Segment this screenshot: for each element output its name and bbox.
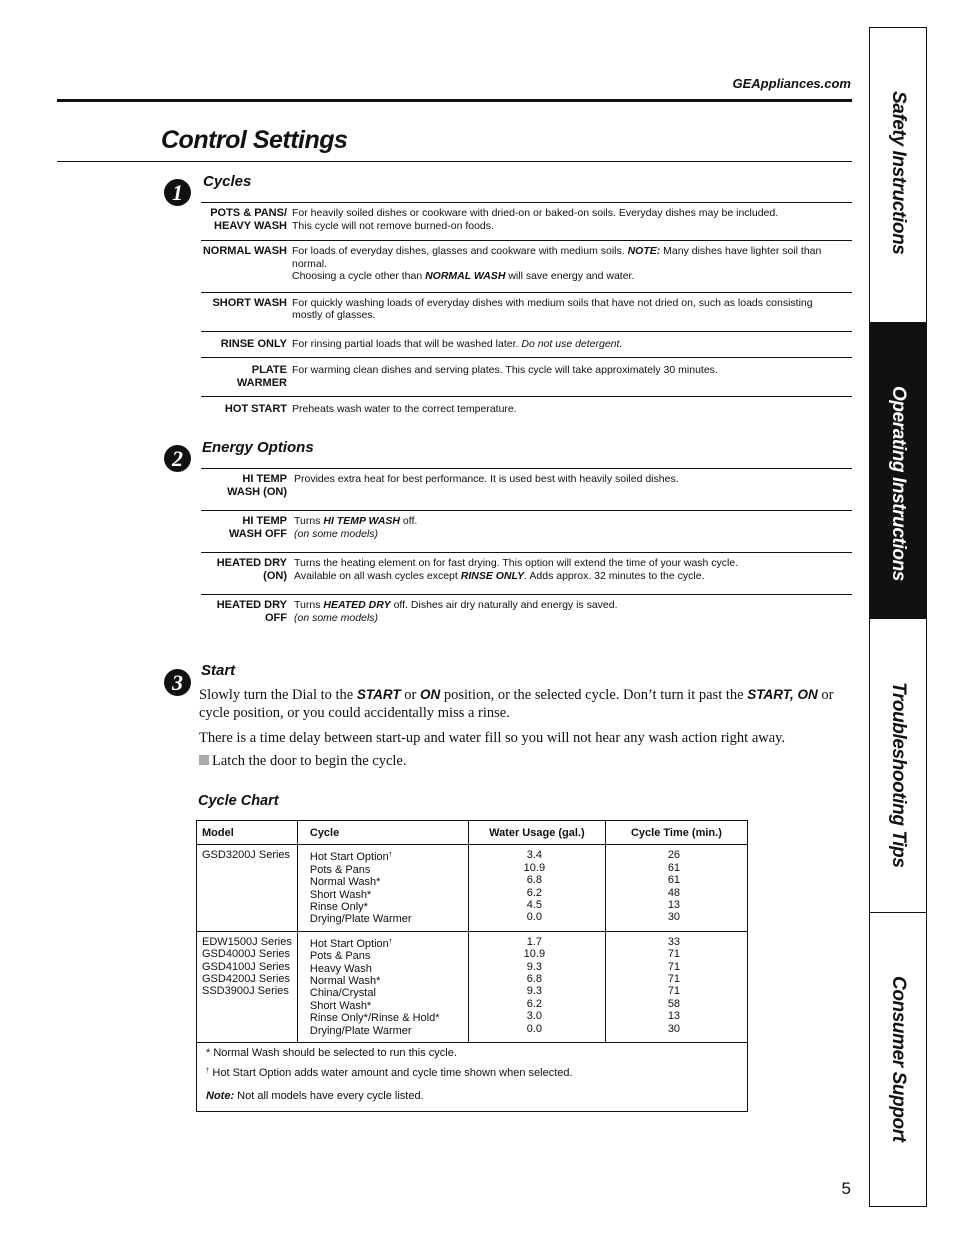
step-3-badge: 3	[164, 669, 191, 696]
cycle-desc: For warming clean dishes and serving plates. This cycle will take approximately 30 minutes.	[292, 364, 718, 376]
page-title: Control Settings	[161, 126, 348, 154]
model-cell: GSD3200J Series	[197, 845, 297, 931]
start-heading: Start	[201, 662, 236, 679]
column-header-model: Model	[197, 821, 297, 845]
cycle-desc: For rinsing partial loads that will be washed later. Do not use detergent.	[292, 337, 623, 350]
cycle-row-normal-wash	[201, 240, 852, 292]
start-paragraph-2: There is a time delay between start-up and water fill so you will not hear any wash action right away.	[199, 730, 786, 746]
start-instructions	[199, 686, 849, 777]
step-1-badge: 1	[164, 179, 191, 206]
energy-desc: Turns HEATED DRY off. Dishes air dry naturally and energy is saved. (on some models)	[294, 599, 618, 624]
start-paragraph-1: Slowly turn the Dial to the START or ON position, or the selected cycle. Don’t turn it past the START, ON or cycle position, or you could accidentally miss a rinse.	[199, 687, 834, 721]
energy-row-heated-dry-on	[201, 552, 852, 594]
cycles-heading: Cycles	[203, 173, 252, 190]
page-number: 5	[841, 1179, 851, 1198]
table-header-row	[197, 821, 747, 845]
cycle-desc: For heavily soiled dishes or cookware with dried-on or baked-on soils. Everyday dishes may be included. This cycle will not remove burned-on foods.	[292, 207, 779, 232]
cycle-label: POTS & PANS/ HEAVY WASH	[210, 207, 287, 232]
section-side-tabs	[869, 27, 927, 1207]
square-bullet-icon	[199, 755, 209, 765]
chart-note: Note: Not all models have every cycle listed.	[206, 1090, 424, 1103]
table-row	[197, 931, 747, 1042]
cycle-row-hot-start	[201, 396, 852, 424]
cycle-time-cell: 33 71 71 71 71 58 13 30	[605, 931, 747, 1042]
cycle-row-short-wash	[201, 292, 852, 331]
tab-consumer-support[interactable]: Consumer Support	[870, 912, 926, 1205]
cycle-cell: Hot Start Option† Pots & Pans Normal Wash* Short Wash* Rinse Only* Drying/Plate Warmer	[297, 845, 468, 931]
tab-troubleshooting-tips[interactable]: Troubleshooting Tips	[870, 618, 926, 912]
cycle-row-pots-pans	[201, 202, 852, 240]
energy-options-heading: Energy Options	[202, 439, 314, 456]
cycle-row-rinse-only	[201, 331, 852, 358]
cycle-row-plate-warmer	[201, 357, 852, 396]
cycle-label: HOT START	[224, 403, 287, 415]
water-usage-cell: 1.7 10.9 9.3 6.8 9.3 6.2 3.0 0.0	[468, 931, 605, 1042]
top-rule	[57, 99, 852, 102]
footnote-hot-start: † Hot Start Option adds water amount and cycle time shown when selected.	[206, 1067, 573, 1080]
energy-row-hi-temp-off	[201, 510, 852, 552]
energy-label: HI TEMP WASH OFF	[228, 515, 287, 540]
column-header-cycle: Cycle	[297, 821, 468, 845]
energy-label: HEATED DRY (ON)	[216, 557, 287, 582]
energy-desc: Provides extra heat for best performance. It is used best with heavily soiled dishes.	[294, 473, 679, 485]
tab-operating-instructions[interactable]: Operating Instructions	[870, 322, 926, 618]
energy-desc: Turns the heating element on for fast drying. This option will extend the time of your wash cycle. Available on all wash cycles except RINSE ONLY. Adds approx. 32 minutes to the cycle.	[294, 557, 739, 582]
cycle-time-cell: 26 61 61 48 13 30	[605, 845, 747, 931]
cycle-desc: For loads of everyday dishes, glasses and cookware with medium soils. NOTE: Many dishes have lighter soil than normal. Choosing a cycle other than NORMAL WASH will save energy and water.	[292, 245, 822, 282]
cycle-chart-footnotes	[197, 1043, 747, 1112]
energy-label: HI TEMP WASH (ON)	[227, 473, 287, 498]
energy-options-table	[201, 468, 852, 632]
cycles-table	[201, 202, 852, 424]
cycle-label: PLATE WARMER	[236, 364, 287, 389]
model-cell: EDW1500J Series GSD4000J Series GSD4100J Series GSD4200J Series SSD3900J Series	[197, 931, 297, 1042]
cycle-cell: Hot Start Option† Pots & Pans Heavy Wash Normal Wash* China/Crystal Short Wash* Rinse Only*/Rinse & Hold* Drying/Plate Warmer	[297, 931, 468, 1042]
cycle-desc: Preheats wash water to the correct temperature.	[292, 403, 517, 415]
cycle-chart-table	[197, 821, 747, 1043]
column-header-water-usage: Water Usage (gal.)	[468, 821, 605, 845]
step-2-badge: 2	[164, 445, 191, 472]
cycle-chart-heading: Cycle Chart	[198, 793, 279, 809]
energy-row-heated-dry-off	[201, 594, 852, 632]
cycle-chart	[196, 820, 748, 1112]
tab-safety-instructions[interactable]: Safety Instructions	[888, 91, 909, 255]
cycle-label: RINSE ONLY	[220, 337, 287, 350]
start-bullet: Latch the door to begin the cycle.	[199, 752, 849, 770]
water-usage-cell: 3.4 10.9 6.8 6.2 4.5 0.0	[468, 845, 605, 931]
footnote-normal-wash: * Normal Wash should be selected to run this cycle.	[206, 1047, 457, 1060]
column-header-cycle-time: Cycle Time (min.)	[605, 821, 747, 845]
cycle-label: SHORT WASH	[212, 296, 287, 309]
cycle-desc: For quickly washing loads of everyday dishes with medium soils that have not dried on, such as loads consisting mostly of glasses.	[292, 296, 813, 321]
energy-desc: Turns HI TEMP WASH off. (on some models)	[294, 515, 418, 540]
site-url: GEAppliances.com	[732, 76, 851, 91]
title-rule	[57, 161, 852, 162]
energy-label: HEATED DRY OFF	[216, 599, 287, 624]
energy-row-hi-temp-on	[201, 468, 852, 510]
table-row	[197, 845, 747, 931]
cycle-label: NORMAL WASH	[202, 245, 287, 257]
